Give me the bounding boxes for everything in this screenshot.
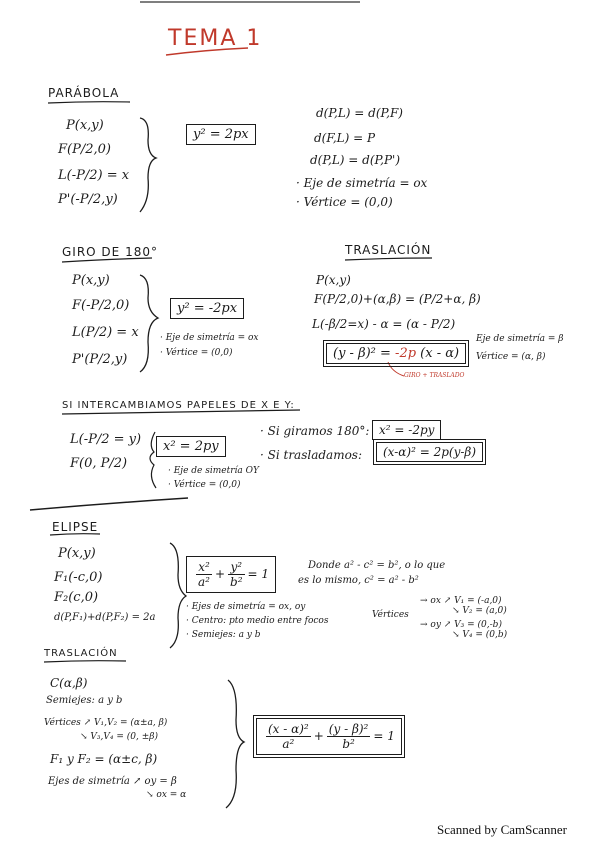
elipse-left-2: F₂(c,0) bbox=[54, 590, 99, 605]
intercambio-equation: x² = 2py bbox=[163, 439, 219, 454]
traslacion2-eq-d1: a² bbox=[282, 737, 295, 751]
parabola-left-0: P(x,y) bbox=[66, 118, 104, 133]
parabola-right-4: · Vértice = (0,0) bbox=[296, 195, 393, 209]
traslacion2-eq-n2: (y - β)² bbox=[328, 722, 369, 736]
giro-left-3: P'(P/2,y) bbox=[72, 352, 128, 367]
intercambio-giro-eq: x² = -2py bbox=[379, 423, 435, 437]
elipse-frac-1 bbox=[196, 560, 212, 589]
traslacion2-eq-d2: b² bbox=[342, 737, 355, 751]
intercambio-giro-text: · Si giramos 180°: bbox=[260, 424, 370, 438]
giro-left-1: F(-P/2,0) bbox=[72, 298, 130, 313]
traslacion2-line-2: Vértices ↗ V₁,V₂ = (α±a, β) bbox=[44, 718, 168, 728]
traslacion2-line-3: ↘ V₃,V₄ = (0, ±β) bbox=[80, 732, 158, 742]
traslacion-eq-note: GIRO + TRASLADO bbox=[404, 372, 465, 379]
traslacion2-line-1: Semiejes: a y b bbox=[46, 695, 123, 706]
traslacion2-line-0: C(α,β) bbox=[50, 676, 88, 690]
elipse-eq-d1: a² bbox=[198, 575, 210, 589]
traslacion-note-0: Eje de simetría = β bbox=[476, 334, 564, 344]
elipse-note-1: · Centro: pto medio entre focos bbox=[186, 616, 329, 626]
intercambio-note-1: · Vértice = (0,0) bbox=[168, 480, 241, 490]
traslacion-heading: TRASLACIÓN bbox=[345, 243, 432, 257]
elipse-vertex-0: → ox ↗ V₁ = (-a,0) bbox=[420, 596, 502, 606]
elipse-left-1: F₁(-c,0) bbox=[54, 570, 103, 585]
intercambio-note-0: · Eje de simetría OY bbox=[168, 466, 259, 476]
traslacion2-line-6: ↘ ox = α bbox=[146, 790, 187, 800]
giro-equation: y² = -2px bbox=[177, 301, 238, 316]
traslacion2-heading: TRASLACIÓN bbox=[44, 648, 118, 659]
traslacion2-eq-plus: + bbox=[313, 729, 324, 743]
traslacion-line-0: P(x,y) bbox=[316, 273, 351, 287]
parabola-right-1: d(F,L) = P bbox=[314, 131, 376, 145]
traslacion2-equation-box bbox=[256, 718, 402, 755]
elipse-note-0: · Ejes de simetría = ox, oy bbox=[186, 602, 306, 612]
traslacion2-frac-2 bbox=[327, 722, 371, 751]
traslacion-equation-box bbox=[326, 343, 466, 364]
elipse-vertex-3: ↘ V₄ = (0,b) bbox=[452, 630, 508, 640]
elipse-donde-0: Donde a² - c² = b², o lo que bbox=[308, 560, 446, 571]
giro-note-1: · Vértice = (0,0) bbox=[160, 348, 233, 358]
traslacion-eq-left: (y - β)² bbox=[333, 346, 376, 361]
traslacion-line-2: L(-β/2=x) - α = (α - P/2) bbox=[312, 317, 456, 331]
parabola-left-1: F(P/2,0) bbox=[58, 142, 111, 157]
elipse-vertex-2: → oy ↗ V₃ = (0,-b) bbox=[420, 620, 502, 630]
intercambio-tras-text: · Si trasladamos: bbox=[260, 448, 363, 462]
intercambio-left-0: L(-P/2 = y) bbox=[70, 432, 142, 447]
scanner-footer: Scanned by CamScanner bbox=[437, 822, 567, 837]
intercambio-tras-eq: (x-α)² = 2p(y-β) bbox=[383, 445, 477, 459]
parabola-right-0: d(P,L) = d(P,F) bbox=[316, 106, 403, 120]
elipse-vertices-label: Vértices bbox=[372, 610, 409, 620]
giro-left-0: P(x,y) bbox=[72, 273, 110, 288]
elipse-eq-end: = 1 bbox=[247, 567, 270, 581]
traslacion2-eq-end: = 1 bbox=[373, 729, 395, 743]
elipse-eq-n2: y² bbox=[228, 560, 245, 575]
traslacion-eq-mid: = bbox=[375, 346, 396, 361]
elipse-note-2: · Semiejes: a y b bbox=[186, 630, 261, 640]
elipse-eq-d2: b² bbox=[230, 575, 243, 589]
parabola-heading: PARÁBOLA bbox=[48, 86, 120, 100]
elipse-vertex-1: ↘ V₂ = (a,0) bbox=[452, 606, 507, 616]
intercambio-giro-box bbox=[372, 420, 441, 440]
elipse-frac-2 bbox=[228, 560, 245, 589]
elipse-equation-box bbox=[186, 556, 276, 593]
parabola-left-2: L(-P/2) = x bbox=[58, 168, 130, 183]
traslacion-eq-right: (x - α) bbox=[416, 346, 460, 361]
traslacion2-line-5: Ejes de simetría ↗ oy = β bbox=[48, 776, 177, 787]
intercambio-left-1: F(0, P/2) bbox=[70, 456, 128, 471]
parabola-equation-box bbox=[186, 124, 256, 145]
parabola-right-3: · Eje de simetría = ox bbox=[296, 176, 428, 190]
elipse-left-0: P(x,y) bbox=[58, 546, 96, 561]
giro-note-0: · Eje de simetría = ox bbox=[160, 333, 259, 343]
traslacion-line-1: F(P/2,0)+(α,β) = (P/2+α, β) bbox=[314, 292, 481, 306]
elipse-heading: ELIPSE bbox=[52, 520, 99, 534]
parabola-equation: y² = 2px bbox=[193, 127, 249, 142]
traslacion2-eq-n1: (x - α)² bbox=[268, 722, 309, 736]
parabola-left-3: P'(-P/2,y) bbox=[58, 192, 118, 207]
giro-left-2: L(P/2) = x bbox=[72, 325, 139, 340]
giro-heading: GIRO DE 180° bbox=[62, 245, 158, 259]
parabola-right-2: d(P,L) = d(P,P') bbox=[310, 153, 401, 167]
traslacion2-line-4: F₁ y F₂ = (α±c, β) bbox=[50, 752, 158, 766]
traslacion2-frac-1 bbox=[266, 722, 311, 751]
intercambio-heading: SI INTERCAMBIAMOS PAPELES DE X E Y: bbox=[62, 400, 295, 411]
traslacion-note-1: Vértice = (α, β) bbox=[476, 352, 546, 362]
elipse-left-3: d(P,F₁)+d(P,F₂) = 2a bbox=[54, 612, 156, 623]
giro-equation-box bbox=[170, 298, 244, 319]
elipse-eq-plus: + bbox=[214, 567, 226, 581]
page-title: TEMA 1 bbox=[168, 26, 263, 51]
intercambio-tras-box bbox=[376, 442, 483, 462]
elipse-donde-1: es lo mismo, c² = a² - b² bbox=[298, 575, 419, 586]
intercambio-equation-box bbox=[156, 436, 226, 457]
elipse-eq-n1: x² bbox=[196, 560, 212, 575]
traslacion-eq-red: -2p bbox=[395, 346, 417, 361]
